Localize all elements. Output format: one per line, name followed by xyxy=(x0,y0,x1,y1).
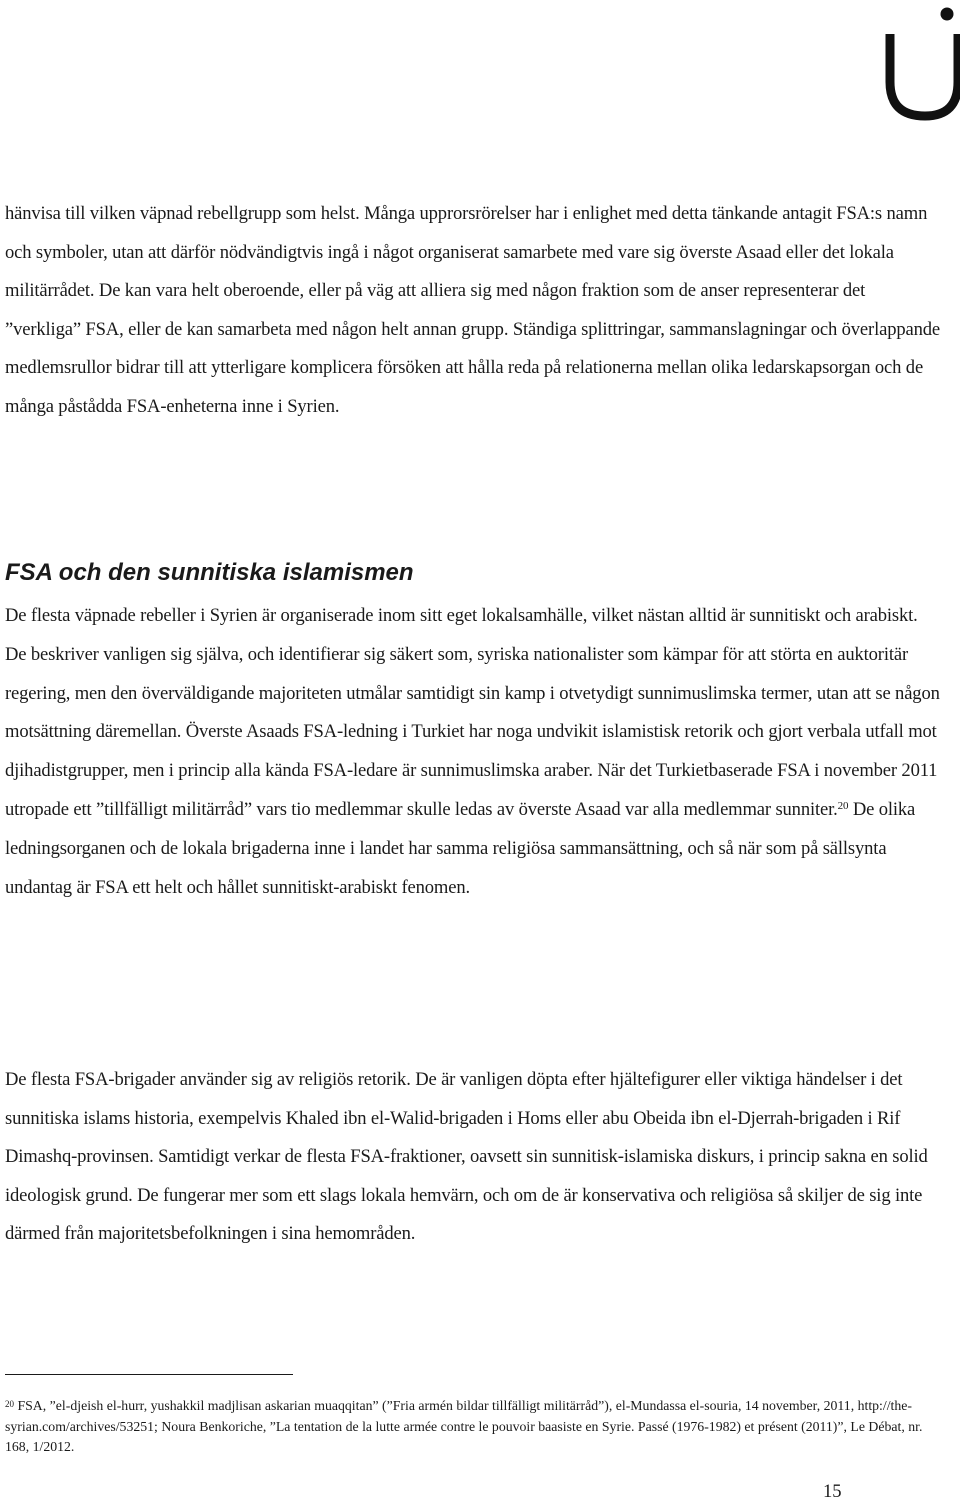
body-paragraph-1: hänvisa till vilken väpnad rebellgrupp som helst. Många upprorsrörelser har i enlighet med detta tänkande antagit FSA:s namn och symboler, utan att därför nödvändigtvis ingå i något organiserat samarbete med vare sig överste Asaad eller det lokala militärrådet. De kan vara helt oberoende, eller på väg att alliera sig med någon fraktion som de anser representerar det ”verkliga” FSA, eller de kan samarbeta med någon helt annan grupp. Ständiga splittringar, sammanslagningar och överlappande medlemsrullor bidrar till att ytterligare komplicera försöken att hålla reda på relationerna mellan olika ledarskapsorgan och de många påstådda FSA-enheterna inne i Syrien. xyxy=(5,203,940,417)
university-logo-icon xyxy=(880,0,960,130)
footnote-number: 20 xyxy=(5,1399,14,1409)
body-paragraph-2 xyxy=(5,597,940,907)
footnote-divider xyxy=(5,1374,293,1375)
footnote-reference[interactable]: 20 xyxy=(837,799,849,812)
page-number: 15 xyxy=(823,1481,842,1502)
body-paragraph-3: De flesta FSA-brigader använder sig av religiös retorik. De är vanligen döpta efter hjältefigurer eller viktiga händelser i det sunnitiska islams historia, exempelvis Khaled ibn el-Walid-brigaden i Homs eller abu Obeida ibn el-Djerrah-brigaden i Rif Dimashq-provinsen. Samtidigt verkar de flesta FSA-fraktioner, oavsett sin sunnitisk-islamiska diskurs, i princip sakna en solid ideologisk grund. De fungerar mer som ett slags lokala hemvärn, och om de är konservativa och religiösa så skiljer de sig inte därmed från majoritetsbefolkningen i sina hemområden. xyxy=(5,1069,928,1245)
paragraph-2-part-a: De flesta väpnade rebeller i Syrien är organiserade inom sitt eget lokalsamhälle, vilket nästan alltid är sunnitiskt och arabiskt. De beskriver vanligen sig själva, och identifierar sig säkert som, syriska nationalister som kämpar för att störta en auktoritär regering, men den överväldigande majoriteten utmålar samtidigt sin kamp i otvetydigt sunnimuslimska termer, utan att se någon motsättning däremellan. Överste Asaads FSA-ledning i Turkiet har noga undvikit islamistisk retorik och gjort verbala utfall mot djihadistgrupper, men i princip alla kända FSA-ledare är sunnimuslimska araber. När det Turkietbaserade FSA i november 2011 utropade ett ”tillfälligt militärråd” vars tio medlemmar skulle ledas av överste Asaad var alla medlemmar sunniter. xyxy=(5,605,940,820)
footnote xyxy=(5,1396,935,1458)
paragraph-2-part-b: De olika ledningsorganen och de lokala brigaderna inne i landet har samma religiösa sammansättning, och så när som på sällsynta undantag är FSA ett helt och hållet sunnitiskt-arabiskt fenomen. xyxy=(5,798,916,898)
section-heading: FSA och den sunnitiska islamismen xyxy=(5,559,414,586)
footnote-text: FSA, ”el-djeish el-hurr, yushakkil madjlisan askarian muaqqitan” (”Fria armén bildar tillfälligt militärråd”), el-Mundassa el-souria, 14 november, 2011, http://the-syrian.com/archives/53251; Noura Benkoriche, ”La tentation de la lutte armée contre le pouvoir baasiste en Syrie. Passé (1976-1982) et présent (2011)”, Le Débat, nr. 168, 1/2012. xyxy=(5,1398,923,1454)
